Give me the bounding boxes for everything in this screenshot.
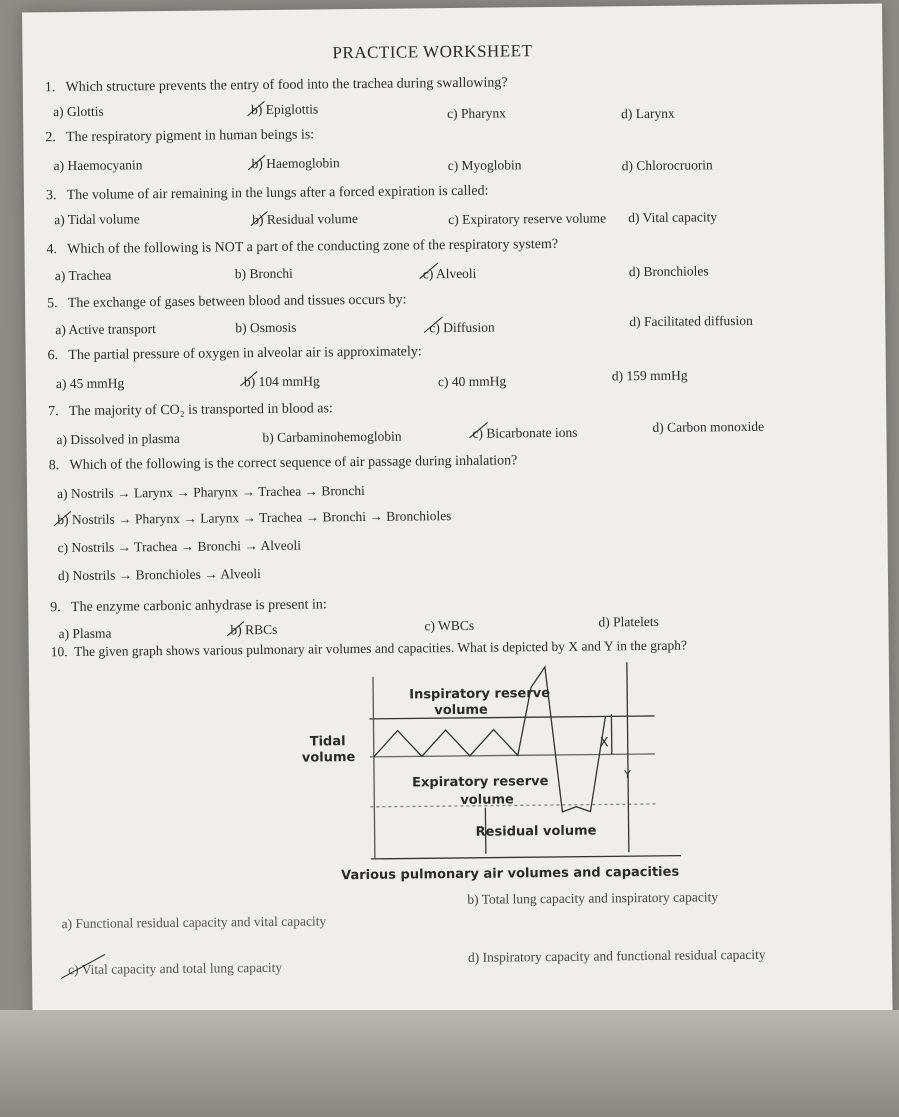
q7-option-c[interactable]: c) Bicarbonate ions (472, 424, 578, 441)
q10-option-c[interactable]: c) Vital capacity and total lung capacity (67, 959, 283, 978)
question-text: The majority of CO₂ is transported in blood as: (68, 401, 333, 420)
q1-option-a[interactable]: a) Glottis (52, 103, 104, 120)
question-number: 5. (46, 296, 58, 312)
q5-option-a[interactable]: a) Active transport (55, 321, 156, 338)
q6-option-c[interactable]: c) 40 mmHg (437, 373, 507, 390)
q9-option-a[interactable]: a) Plasma (58, 625, 112, 642)
q4-option-a[interactable]: a) Trachea (54, 267, 112, 284)
q8-option-c[interactable]: c) Nostrils → Trachea → Bronchi → Alveoli (57, 537, 302, 556)
label-y: Y (623, 768, 631, 782)
label-irv-2: volume (434, 702, 488, 719)
question-6 (48, 344, 422, 364)
question-number: 1. (44, 80, 56, 96)
q3-option-d[interactable]: d) Vital capacity (628, 209, 718, 226)
q4-option-b[interactable]: b) Bronchi (234, 265, 293, 282)
question-number: 2. (45, 130, 56, 146)
q3-option-c[interactable]: c) Expiratory reserve volume (448, 210, 607, 228)
label-residual: Residual volume (475, 823, 597, 840)
y-range-arrow (627, 662, 629, 852)
q1-option-b[interactable]: b) Epiglottis (250, 101, 319, 118)
q7-option-a[interactable]: a) Dissolved in plasma (56, 430, 180, 448)
label-erv-2: volume (460, 792, 514, 808)
q2-option-c[interactable]: c) Myoglobin (447, 157, 522, 174)
desk-shadow (0, 1010, 899, 1117)
question-text: The partial pressure of oxygen in alveolar air is approximately: (68, 344, 422, 364)
question-number: 10. (50, 644, 68, 660)
question-1 (45, 75, 508, 96)
question-4 (46, 237, 558, 258)
question-3 (46, 184, 489, 205)
question-8 (49, 453, 518, 474)
question-number: 6. (47, 348, 59, 364)
question-text: The exchange of gases between blood and tissues occurs by: (67, 292, 407, 312)
question-text: Which of the following is NOT a part of the conducting zone of the respiratory system? (67, 236, 559, 258)
question-text: The respiratory pigment in human beings is: (66, 127, 315, 146)
q5-option-b[interactable]: b) Osmosis (235, 319, 297, 336)
q2-option-d[interactable]: d) Chlorocruorin (621, 157, 713, 174)
label-irv-1: Inspiratory reserve (409, 686, 551, 703)
q4-option-d[interactable]: d) Bronchioles (628, 263, 709, 280)
q10-option-a[interactable]: a) Functional residual capacity and vital capacity (61, 913, 327, 932)
q7-option-b[interactable]: b) Carbaminohemoglobin (262, 428, 402, 446)
q3-option-b[interactable]: b) Residual volume (252, 210, 359, 228)
left-axis (373, 677, 375, 859)
question-text: The given graph shows various pulmonary air volumes and capacities. What is depicted by X and Y in the graph? (74, 637, 687, 659)
label-x: X (599, 735, 609, 751)
q10-option-d[interactable]: d) Inspiratory capacity and functional residual capacity (467, 946, 766, 965)
question-5 (47, 292, 407, 312)
label-tidal-1: Tidal (309, 734, 346, 750)
q1-option-c[interactable]: c) Pharynx (447, 105, 507, 122)
label-erv-1: Expiratory reserve (412, 774, 549, 791)
q8-option-d[interactable]: d) Nostrils → Bronchioles → Alveoli (57, 566, 261, 584)
q9-option-c[interactable]: c) WBCs (424, 617, 475, 634)
q6-option-b[interactable]: b) 104 mmHg (243, 373, 320, 390)
question-number: 9. (50, 600, 61, 616)
question-2 (45, 127, 314, 146)
q5-option-c[interactable]: c) Diffusion (429, 319, 495, 336)
q6-option-a[interactable]: a) 45 mmHg (55, 375, 125, 392)
question-7 (48, 401, 333, 420)
graph-caption: Various pulmonary air volumes and capacities (341, 864, 680, 884)
q7-option-d[interactable]: d) Carbon monoxide (652, 418, 765, 435)
lung-volume-graph (299, 655, 701, 889)
question-text: Which structure prevents the entry of food into the trachea during swallowing? (65, 75, 508, 96)
question-text: The volume of air remaining in the lungs after a forced expiration is called: (66, 183, 489, 204)
question-text: Which of the following is the correct sequence of air passage during inhalation? (69, 453, 518, 474)
q3-option-a[interactable]: a) Tidal volume (54, 211, 140, 228)
q8-option-b[interactable]: b) Nostrils → Pharynx → Larynx → Trachea → Bronchi → Bronchioles (57, 508, 452, 528)
q9-option-b[interactable]: b) RBCs (230, 621, 278, 638)
question-number: 3. (45, 188, 57, 204)
worksheet-page (22, 3, 893, 1072)
baseline (371, 856, 681, 859)
question-text: The enzyme carbonic anhydrase is present in: (70, 597, 327, 616)
question-number: 7. (48, 404, 59, 420)
q10-option-b[interactable]: b) Total lung capacity and inspiratory capacity (467, 889, 719, 907)
q9-option-d[interactable]: d) Platelets (598, 613, 659, 630)
q5-option-d[interactable]: d) Facilitated diffusion (629, 312, 753, 330)
question-number: 8. (48, 458, 60, 474)
q8-option-a[interactable]: a) Nostrils → Larynx → Pharynx → Trachea → Bronchi (56, 482, 365, 502)
question-number: 4. (46, 242, 58, 258)
label-tidal-2: volume (301, 750, 356, 766)
question-9 (50, 597, 327, 616)
q1-option-d[interactable]: d) Larynx (621, 105, 675, 122)
q6-option-d[interactable]: d) 159 mmHg (611, 367, 688, 384)
q2-option-b[interactable]: b) Haemoglobin (251, 155, 340, 172)
q2-option-a[interactable]: a) Haemocyanin (53, 157, 143, 174)
worksheet-title: PRACTICE WORKSHEET (332, 41, 533, 63)
q4-option-c[interactable]: c) Alveoli (422, 265, 477, 282)
